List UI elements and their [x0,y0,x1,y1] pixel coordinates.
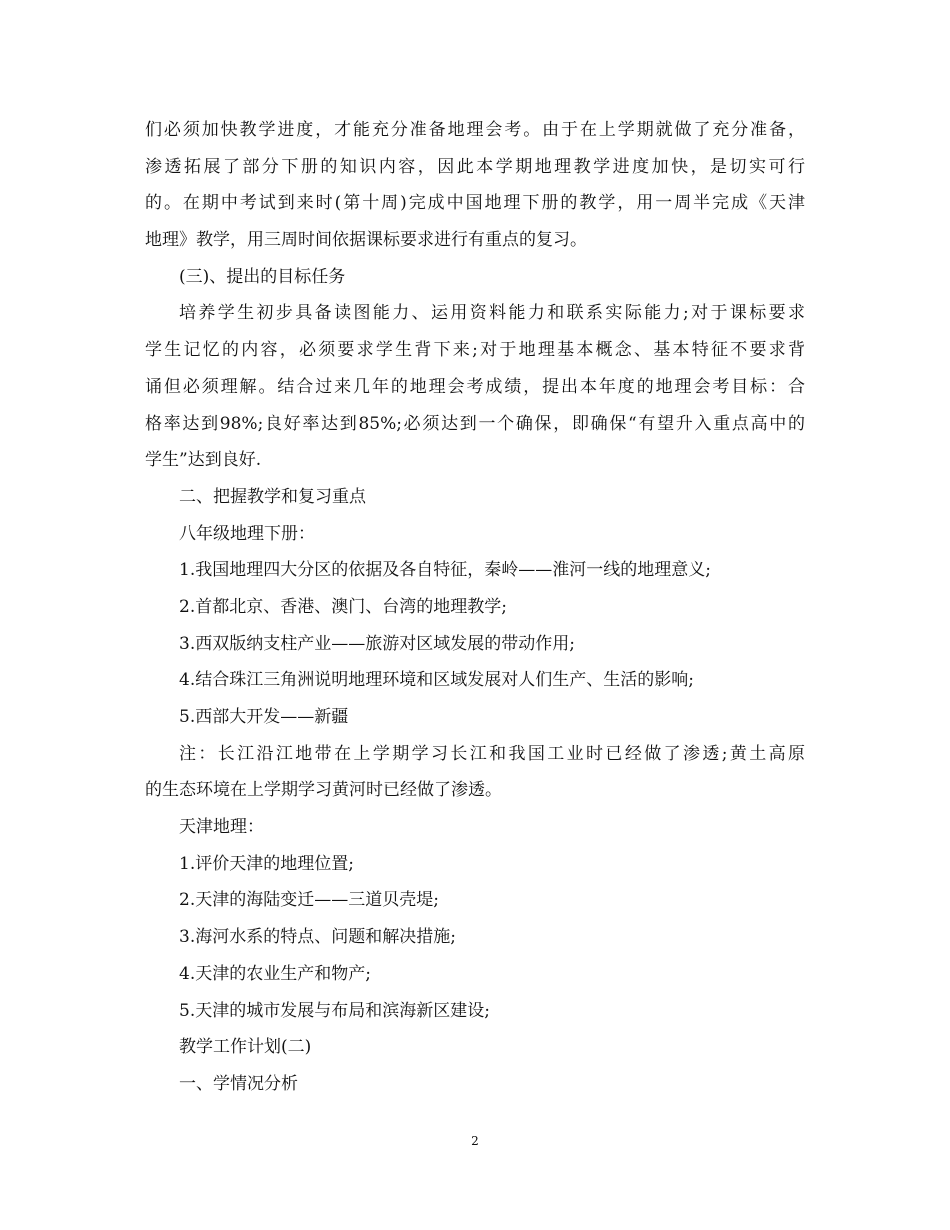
list-item: 4.天津的农业生产和物产; [179,963,371,984]
list-item: 1.评价天津的地理位置; [179,853,354,874]
text-line: 地理》教学，用三周时间依据课标要求进行有重点的复习。 [145,230,587,251]
list-item: 2.首都北京、香港、澳门、台湾的地理教学; [179,596,507,617]
text-line: 培养学生初步具备读图能力、运用资料能力和联系实际能力;对于课标要求 [179,303,805,324]
text-line: 的。在期中考试到来时(第十周)完成中国地理下册的教学，用一周半完成《天津 [145,193,805,214]
list-item: 4.结合珠江三角洲说明地理环境和区域发展对人们生产、生活的影响; [179,670,694,691]
text-line: 学生”达到良好. [145,450,262,471]
section-heading: 二、把握教学和复习重点 [179,486,366,507]
text-line: 学生记忆的内容，必须要求学生背下来;对于地理基本概念、基本特征不要求背 [145,340,805,361]
subsection-heading: 八年级地理下册： [179,523,315,544]
body-text [145,112,805,1103]
section-heading: 一、学情况分析 [179,1073,298,1094]
list-item: 1.我国地理四大分区的依据及各自特征，秦岭——淮河一线的地理意义; [179,560,711,581]
list-item: 2.天津的海陆变迁——三道贝壳堤; [179,890,439,911]
list-item: 3.西双版纳支柱产业——旅游对区域发展的带动作用; [179,633,575,654]
text-line: 格率达到98%;良好率达到85%;必须达到一个确保，即确保“有望升入重点高中的 [145,413,805,434]
section-heading: (三)、提出的目标任务 [179,266,346,287]
text-line: 渗透拓展了部分下册的知识内容，因此本学期地理教学进度加快，是切实可行 [145,156,805,177]
list-item: 5.西部大开发——新疆 [179,707,349,727]
section-heading: 教学工作计划(二) [179,1037,312,1058]
text-line: 诵但必须理解。结合过来几年的地理会考成绩，提出本年度的地理会考目标：合 [145,376,805,397]
page-number: 2 [471,1134,479,1148]
list-item: 5.天津的城市发展与布局和滨海新区建设; [179,1000,490,1021]
text-line: 们必须加快教学进度，才能充分准备地理会考。由于在上学期就做了充分准备， [145,120,805,140]
subsection-heading: 天津地理： [179,817,264,838]
note-line: 注：长江沿江地带在上学期学习长江和我国工业时已经做了渗透;黄土高原 [179,743,805,764]
list-item: 3.海河水系的特点、问题和解决措施; [179,927,456,948]
note-line: 的生态环境在上学期学习黄河时已经做了渗透。 [145,780,502,801]
